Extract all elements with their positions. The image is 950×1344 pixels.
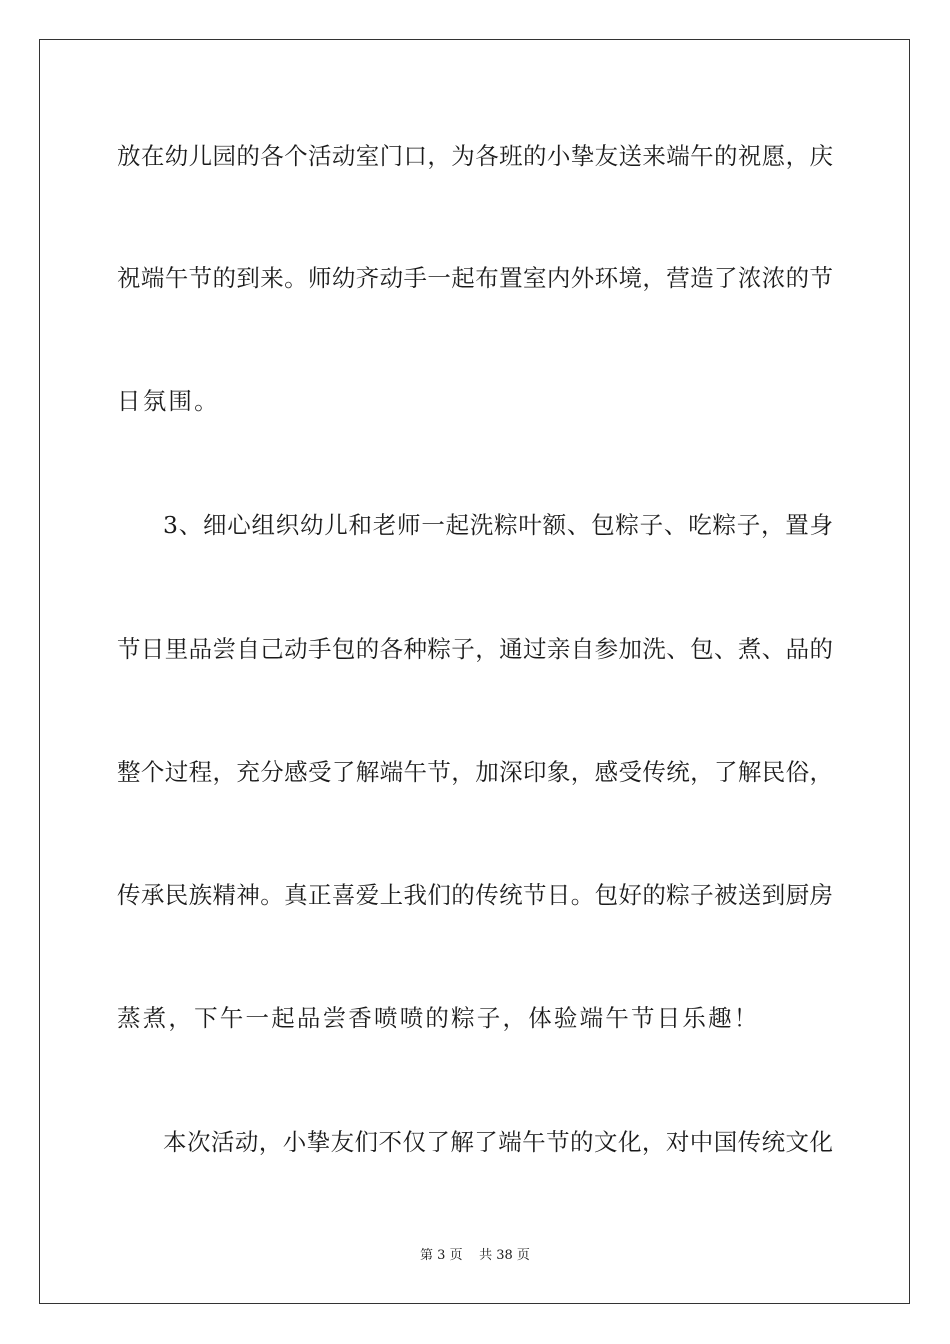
paragraph-line-6: 整个过程，充分感受了解端午节，加深印象，感受传统，了解民俗， bbox=[117, 758, 833, 786]
page-number: 第 3 页 bbox=[420, 1248, 463, 1263]
page-footer bbox=[0, 1248, 950, 1264]
paragraph-line-5: 节日里品尝自己动手包的各种粽子，通过亲自参加洗、包、煮、品的 bbox=[117, 635, 833, 663]
paragraph-line-8: 蒸煮，下午一起品尝香喷喷的粽子，体验端午节日乐趣！ bbox=[117, 1004, 760, 1032]
paragraph-line-9: 本次活动，小挚友们不仅了解了端午节的文化，对中国传统文化 bbox=[163, 1128, 833, 1156]
paragraph-line-3: 日氛围。 bbox=[117, 387, 220, 415]
paragraph-line-4: 3、细心组织幼儿和老师一起洗粽叶额、包粽子、吃粽子，置身 bbox=[163, 511, 833, 539]
page-border bbox=[39, 39, 910, 1304]
paragraph-line-1: 放在幼儿园的各个活动室门口，为各班的小挚友送来端午的祝愿，庆 bbox=[117, 142, 833, 170]
page-total: 共 38 页 bbox=[479, 1248, 530, 1263]
paragraph-line-2: 祝端午节的到来。师幼齐动手一起布置室内外环境，营造了浓浓的节 bbox=[117, 264, 833, 292]
paragraph-line-7: 传承民族精神。真正喜爱上我们的传统节日。包好的粽子被送到厨房 bbox=[117, 881, 833, 909]
